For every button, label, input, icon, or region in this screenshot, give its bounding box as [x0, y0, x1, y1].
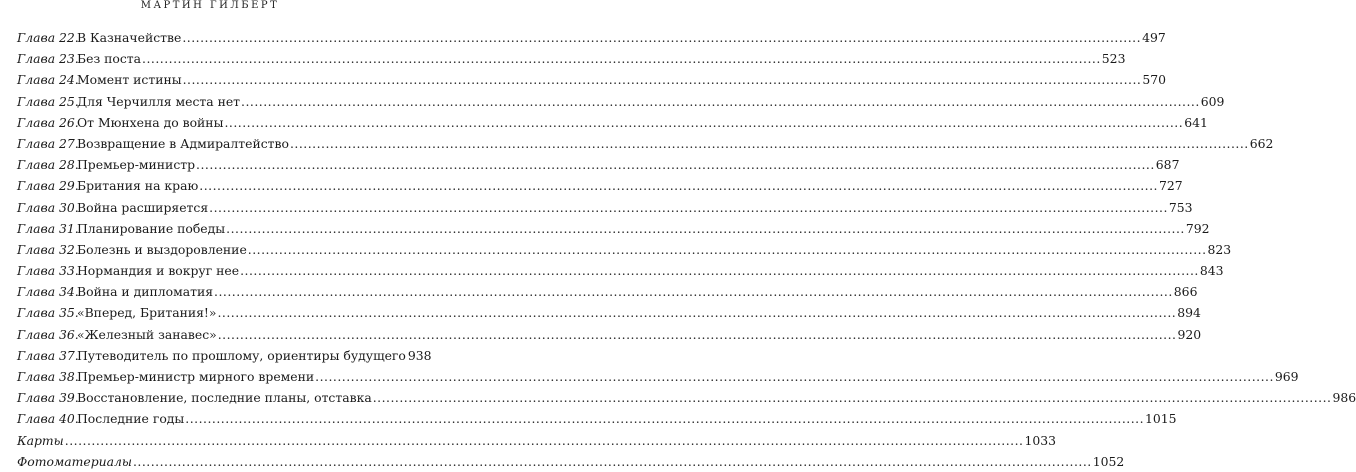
toc-row-photos: [17, 451, 1125, 472]
chapter-title: Война расширяется: [77, 199, 209, 215]
chapter-title: «Железный занавес»: [77, 326, 217, 342]
running-header: МАРТИН ГИЛБЕРТ: [140, 0, 280, 11]
chapter-number: Глава 33.: [17, 263, 79, 279]
chapter-number: Глава 29.: [17, 178, 79, 194]
page-number: 753: [1168, 199, 1193, 215]
chapter-number: Глава 23.: [17, 51, 79, 67]
page-number: 609: [1200, 93, 1225, 109]
dot-leader: [226, 218, 1185, 239]
chapter-number: Глава 26.: [17, 114, 79, 130]
toc-row: [17, 366, 1299, 387]
chapter-number: Глава 38.: [17, 369, 79, 384]
dot-leader: [182, 27, 1141, 48]
chapter-title: Без поста: [77, 51, 142, 67]
dot-leader: [240, 260, 1199, 281]
page-number: 894: [1177, 305, 1201, 321]
chapter-title: «Вперед, Британия!»: [77, 305, 217, 321]
toc-row: [17, 175, 1183, 196]
dot-leader: [214, 281, 1173, 302]
page-number: 823: [1207, 241, 1232, 257]
toc-row: [17, 48, 1126, 69]
page-number: 792: [1185, 220, 1210, 236]
chapter-number: Глава 30.: [17, 199, 79, 215]
page-number: 866: [1173, 284, 1198, 300]
toc-row: [17, 133, 1274, 154]
chapter-number: Глава 40.: [17, 411, 79, 427]
toc-row: [17, 91, 1225, 112]
chapter-title: Момент истины: [77, 72, 182, 88]
dot-leader: [217, 302, 1176, 323]
chapter-title: Последние годы: [77, 411, 185, 427]
page-number: 1033: [1024, 432, 1057, 448]
dot-leader: [218, 324, 1177, 345]
dot-leader: [224, 112, 1183, 133]
chapter-number: Глава 28.: [17, 157, 79, 173]
chapter-number: Глава 27.: [17, 135, 79, 151]
dot-leader: [183, 69, 1142, 90]
dot-leader: [65, 430, 1024, 451]
chapter-title: Британия на краю: [77, 178, 199, 194]
dot-leader: [196, 154, 1155, 175]
chapter-title: Планирование победы: [77, 220, 226, 236]
page-number: 986: [1332, 390, 1356, 406]
page-number: 570: [1142, 72, 1167, 88]
chapter-number: Глава 36.: [17, 326, 79, 342]
page-number: 641: [1184, 114, 1208, 130]
chapter-number: Глава 25.: [17, 93, 79, 109]
chapter-title: Война и дипломатия: [77, 284, 214, 300]
page-number: 843: [1199, 263, 1224, 279]
chapter-title: Для Черчилля места нет: [77, 93, 241, 109]
page-number: 497: [1142, 30, 1166, 45]
toc-row: [17, 302, 1201, 323]
chapter-title: Болезнь и выздоровление: [77, 241, 247, 257]
toc-row: [17, 218, 1210, 239]
toc-row: [17, 260, 1224, 281]
chapter-title: Возвращение в Адмиралтейство: [77, 135, 289, 151]
dot-leader: [315, 366, 1274, 387]
toc-row: [17, 69, 1167, 90]
dot-leader: [290, 133, 1249, 154]
dot-leader: [199, 175, 1158, 196]
dot-leader: [209, 197, 1168, 218]
chapter-title: Путеводитель по прошлому, ориентиры будущего: [77, 347, 406, 363]
page-number: 1015: [1145, 411, 1177, 427]
toc-row: [17, 197, 1193, 218]
toc-row: [17, 408, 1177, 429]
dot-leader: [133, 451, 1092, 472]
toc-row: [17, 281, 1198, 302]
toc-row: [17, 387, 1356, 408]
chapter-number: Глава 34.: [17, 284, 79, 300]
toc-row: [17, 154, 1180, 175]
chapter-number: Глава 37.: [17, 347, 79, 363]
toc-row: [17, 239, 1232, 260]
chapter-title: Нормандия и вокруг нее: [77, 263, 240, 279]
chapter-number: Глава 35.: [17, 305, 79, 321]
chapter-number: Глава 24.: [17, 72, 79, 88]
page-number: 662: [1249, 135, 1274, 151]
chapter-title: Восстановление, последние планы, отставка: [77, 390, 372, 406]
page-number: 1052: [1092, 453, 1125, 469]
chapter-title: От Мюнхена до войны: [77, 114, 224, 130]
chapter-title: Премьер-министр: [77, 157, 196, 173]
dot-leader: [248, 239, 1207, 260]
toc-row: [17, 112, 1208, 133]
dot-leader: [142, 48, 1101, 69]
page-number: 687: [1155, 157, 1180, 173]
dot-leader: [185, 408, 1144, 429]
page-number: 920: [1177, 326, 1202, 342]
toc-row: [17, 345, 432, 366]
section-title: Фотоматериалы: [17, 453, 132, 469]
page-number: 727: [1159, 178, 1183, 194]
toc-row: [17, 27, 1166, 48]
toc-row: [17, 324, 1202, 345]
page-number: 969: [1274, 369, 1299, 384]
section-title: Карты: [17, 432, 64, 448]
chapter-title: В Казначействе: [77, 30, 182, 45]
chapter-number: Глава 32.: [17, 241, 79, 257]
chapter-number: Глава 39.: [17, 390, 79, 406]
dot-leader: [241, 91, 1200, 112]
chapter-number: Глава 22.: [17, 30, 79, 45]
page-number: 523: [1101, 51, 1126, 67]
table-of-contents: [17, 27, 1356, 472]
dot-leader: [373, 387, 1332, 408]
page-number: 938: [407, 347, 432, 363]
toc-row-maps: [17, 430, 1057, 451]
chapter-number: Глава 31.: [17, 220, 79, 236]
chapter-title: Премьер-министр мирного времени: [77, 369, 315, 384]
